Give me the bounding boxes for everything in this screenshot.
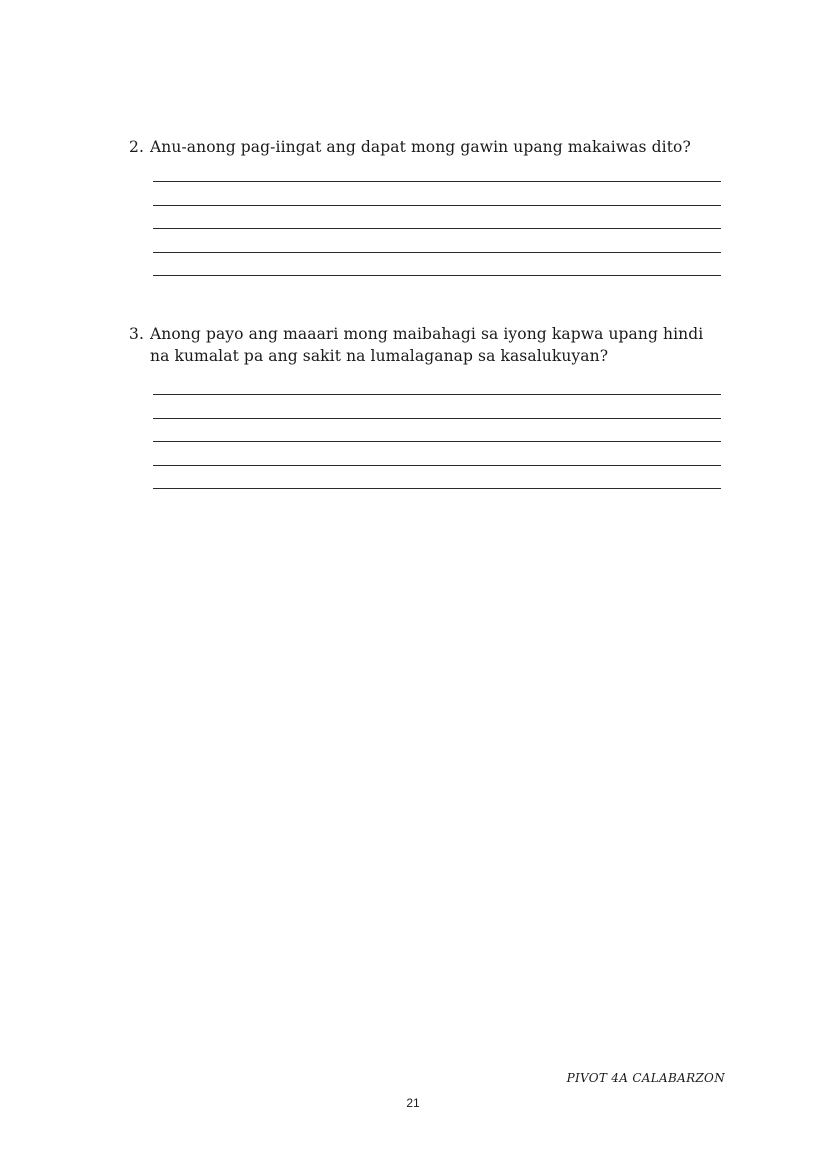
answer-line[interactable] bbox=[153, 205, 721, 206]
answer-line[interactable] bbox=[153, 441, 721, 442]
answer-line[interactable] bbox=[153, 228, 721, 229]
question-text-continued: na kumalat pa ang sakit na lumalaganap sa kasalukuyan? bbox=[150, 347, 609, 365]
answer-line[interactable] bbox=[153, 252, 721, 253]
question-3 bbox=[129, 323, 729, 367]
question-text: Anu-anong pag-iingat ang dapat mong gawin upang makaiwas dito? bbox=[150, 138, 691, 156]
question-2 bbox=[129, 136, 729, 158]
question-text: Anong payo ang maaari mong maibahagi sa iyong kapwa upang hindi bbox=[150, 325, 704, 343]
footer-brand: PIVOT 4A CALABARZON bbox=[566, 1071, 725, 1085]
answer-line[interactable] bbox=[153, 465, 721, 466]
page-number: 21 bbox=[406, 1096, 420, 1110]
answer-lines-q3[interactable] bbox=[153, 394, 721, 512]
answer-line[interactable] bbox=[153, 181, 721, 182]
answer-line[interactable] bbox=[153, 394, 721, 395]
answer-lines-q2[interactable] bbox=[153, 181, 721, 299]
answer-line[interactable] bbox=[153, 488, 721, 489]
question-number: 3. bbox=[129, 325, 144, 343]
answer-line[interactable] bbox=[153, 275, 721, 276]
answer-line[interactable] bbox=[153, 418, 721, 419]
question-number: 2. bbox=[129, 138, 144, 156]
